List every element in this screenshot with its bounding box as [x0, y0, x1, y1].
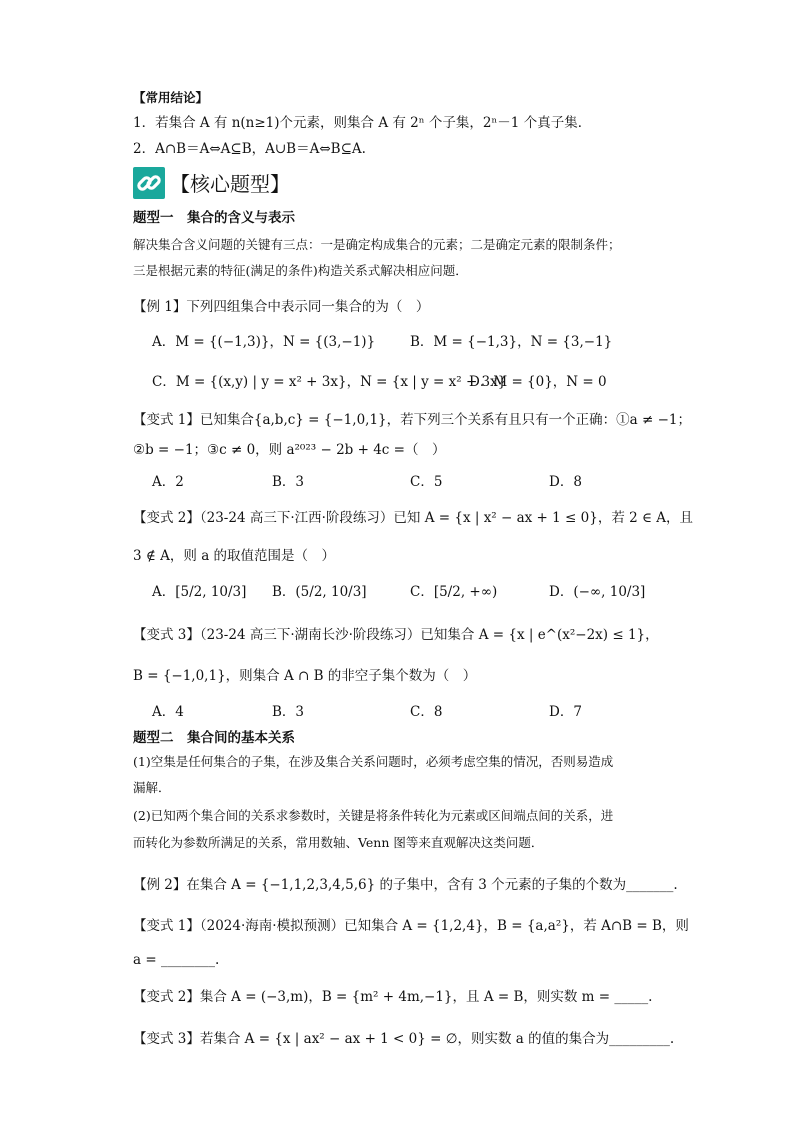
variant3-option-b: B．3: [272, 704, 305, 720]
variant3-option-d: D．7: [549, 704, 582, 720]
type2-title: 题型二 集合间的基本关系: [133, 730, 295, 746]
type1-title: 题型一 集合的含义与表示: [133, 210, 295, 226]
type1-desc-2: 三是根据元素的特征(满足的条件)构造关系式解决相应问题．: [133, 263, 468, 278]
variant3-stem-1: 【变式 3】（23-24 高三下·湖南长沙·阶段练习）已知集合 A = {x | e^(x²−2x) ≤ 1}，: [133, 627, 659, 643]
variant2-stem-1: 【变式 2】（23-24 高三下·江西·阶段练习）已知 A = {x | x² − ax + 1 ≤ 0}，若 2 ∈ A，且: [133, 510, 694, 526]
variant2-option-b: B．(5/2, 10/3]: [272, 584, 367, 600]
example1-option-d: D．M = {0}，N = 0: [469, 374, 607, 390]
variant3-option-c: C．8: [410, 704, 443, 720]
conclusion-line-2: 2．A∩B＝A⇔A⊆B，A∪B＝A⇔B⊆A.: [133, 141, 366, 157]
example1-option-a: A．M = {(−1,3)}，N = {(3,−1)}: [152, 334, 376, 350]
type2-variant3-stem: 【变式 3】若集合 A = {x | ax² − ax + 1 < 0} = ∅，则实数 a 的值的集合为_________.: [133, 1031, 675, 1047]
variant1-stem-2: ②b = −1；③c ≠ 0，则 a²⁰²³ − 2b + 4c =（ ）: [133, 442, 446, 458]
core-title: 【核心题型】: [170, 172, 290, 196]
example1-stem: 【例 1】下列四组集合中表示同一集合的为（ ）: [133, 299, 430, 315]
type2-para2-b: 而转化为参数所满足的关系，常用数轴、Venn 图等来直观解决这类问题．: [133, 835, 544, 850]
variant2-stem-2: 3 ∉ A，则 a 的取值范围是（ ）: [133, 548, 336, 564]
variant2-option-a: A．[5/2, 10/3]: [152, 584, 247, 600]
link-icon: [133, 167, 165, 199]
variant1-option-b: B．3: [272, 474, 305, 490]
example2-stem: 【例 2】在集合 A = {−1,1,2,3,4,5,6} 的子集中，含有 3 个元素的子集的个数为_______.: [133, 877, 678, 893]
example1-option-c: C．M = {(x,y) | y = x² + 3x}，N = {x | y = x² + 3x}: [152, 374, 507, 390]
type2-variant2-stem: 【变式 2】集合 A = (−3,m)，B = {m² + 4m,−1}，且 A = B，则实数 m = _____.: [133, 989, 653, 1005]
variant3-option-a: A．4: [152, 704, 184, 720]
conclusion-heading: 【常用结论】: [133, 90, 209, 105]
variant1-stem-1: 【变式 1】已知集合{a,b,c} = {−1,0,1}，若下列三个关系有且只有一个正确：①a ≠ −1；: [133, 412, 691, 428]
variant2-option-c: C．[5/2, +∞): [410, 584, 498, 600]
variant2-option-d: D．(−∞, 10/3]: [549, 584, 646, 600]
type2-para1-a: (1)空集是任何集合的子集，在涉及集合关系问题时，必须考虑空集的情况，否则易造成: [133, 754, 614, 769]
example1-option-b: B．M = {−1,3}，N = {3,−1}: [410, 334, 613, 350]
variant1-option-c: C．5: [410, 474, 443, 490]
type2-variant1-stem-1: 【变式 1】（2024·海南·模拟预测）已知集合 A = {1,2,4}，B = {a,a²}，若 A∩B = B，则: [133, 918, 689, 934]
type2-variant1-stem-2: a = ________.: [133, 952, 220, 968]
type2-para2-a: (2)已知两个集合间的关系求参数时，关键是将条件转化为元素或区间端点间的关系，进: [133, 808, 614, 823]
conclusion-line-1: 1．若集合 A 有 n(n≥1)个元素，则集合 A 有 2ⁿ 个子集，2ⁿ－1 个真子集．: [133, 115, 592, 131]
type2-para1-b: 漏解．: [133, 780, 171, 795]
variant1-option-a: A．2: [152, 474, 184, 490]
variant1-option-d: D．8: [549, 474, 582, 490]
variant3-stem-2: B = {−1,0,1}，则集合 A ∩ B 的非空子集个数为（ ）: [133, 668, 477, 684]
type1-desc-1: 解决集合含义问题的关键有三点：一是确定构成集合的元素；二是确定元素的限制条件；: [133, 237, 621, 252]
